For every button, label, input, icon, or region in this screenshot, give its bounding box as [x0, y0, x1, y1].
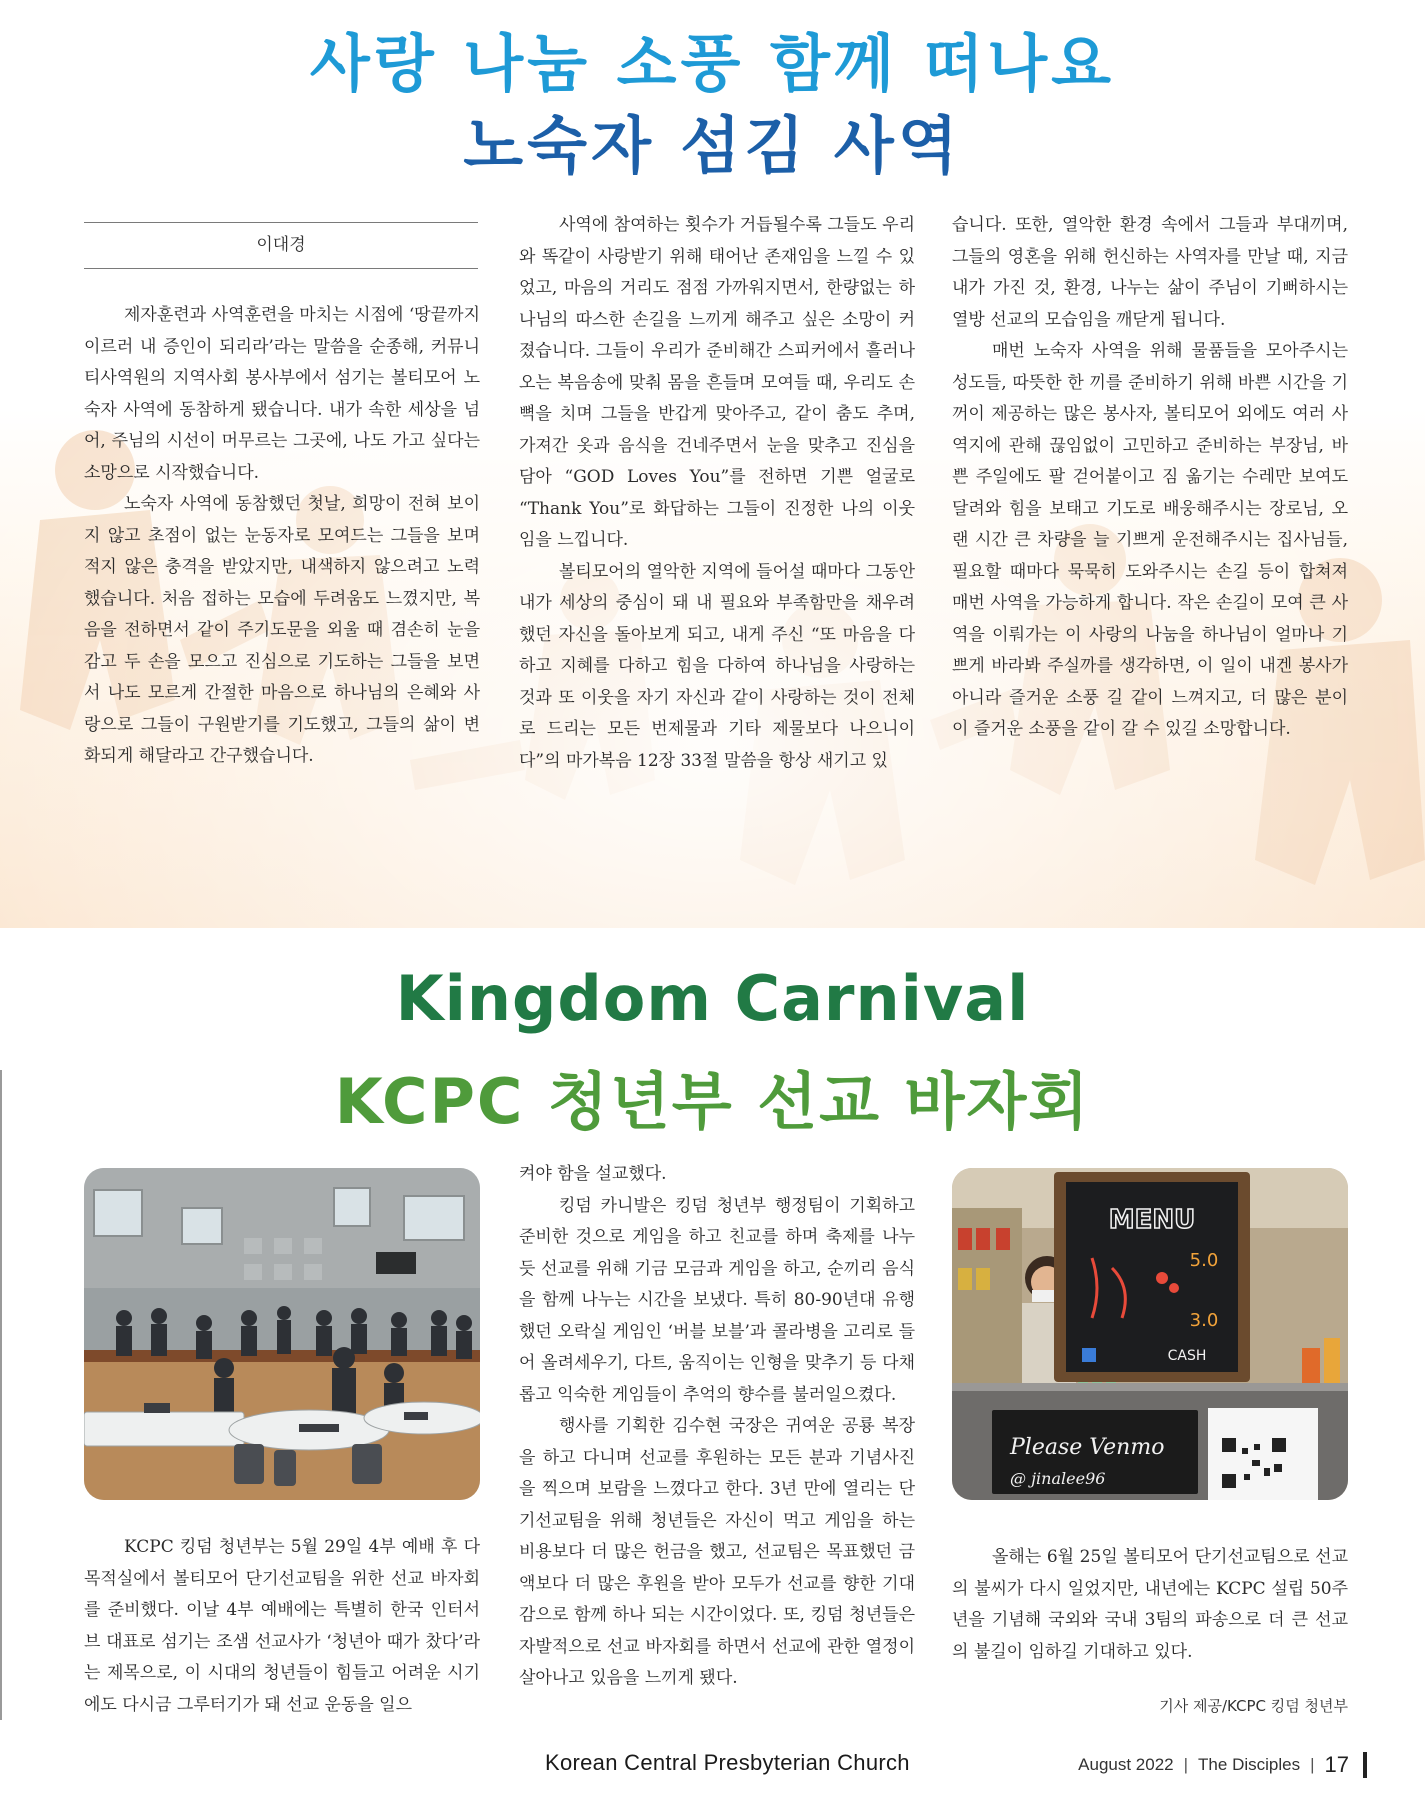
article2-credit: 기사 제공/KCPC 킹덤 청년부 — [1159, 1697, 1348, 1715]
article2-column-1 — [84, 1532, 480, 1721]
page-marker — [1363, 1752, 1367, 1778]
paragraph: 습니다. 또한, 열악한 환경 속에서 그들과 부대끼며, 그들의 영혼을 위해 헌신하는 사역자를 만날 때, 지금 내가 가진 것, 환경, 나누는 삶이 주님이 기뻐하시는 열방 선교의 모습임을 깨닫게 됩니다. — [952, 215, 1348, 330]
article2-title-line1: Kingdom Carnival — [395, 962, 1030, 1035]
paragraph: 볼티모어의 열악한 지역에 들어설 때마다 그동안 내가 세상의 중심이 돼 내 필요와 부족함만을 채우려 했던 자신을 돌아보게 되고, 내게 주신 “또 마음을 다하고 지혜를 다하고 힘을 다하여 하나님을 사랑하는 것과 또 이웃을 자기 자신과 같이 사랑하는 것이 전체로 드리는 모든 번제물과 기타 제물보다 나으니이다”의 마가복음 12장 33절 말씀을 항상 새기고 있 — [519, 561, 915, 771]
article2-title-line2: KCPC 청년부 선교 바자회 — [334, 1065, 1091, 1138]
paragraph: 행사를 기획한 김수현 국장은 귀여운 공룡 복장을 하고 다니며 선교를 후원하는 모든 분과 기념사진을 찍으며 보람을 느꼈다고 한다. 3년 만에 열리는 단기선교팀을 위해 청년들은 자신이 먹고 게임을 하는 비용보다 더 많은 헌금을 했고, 선교팀은 목표했던 금액보다 더 많은 후원을 받아 모두가 선교를 향한 기대감으로 함께 하나 되는 시간이었다. 또, 킹덤 청년들은 자발적으로 선교 바자회를 하면서 선교에 관한 열정이 살아나고 있음을 느끼게 됐다. — [519, 1416, 915, 1688]
footer-magazine: The Disciples — [1198, 1755, 1301, 1774]
article1-column-3 — [952, 210, 1348, 746]
article1-title-line1: 사랑 나눔 소풍 함께 떠나요 — [309, 27, 1116, 100]
page-number: 17 — [1324, 1752, 1349, 1777]
menu-price-2: 3.0 — [1189, 1310, 1219, 1331]
paragraph: 켜야 함을 설교했다. — [519, 1164, 667, 1184]
venmo-handle: @ jinalee96 — [1010, 1469, 1106, 1488]
photo-menu-board — [952, 1168, 1348, 1500]
paragraph: 올해는 6월 25일 볼티모어 단기선교팀으로 선교의 불씨가 다시 일었지만, 내년에는 KCPC 설립 50주년을 기념해 국외와 국내 3팀의 파송으로 더 큰 선교의 불길이 임하길 기대하고 있다. — [952, 1547, 1348, 1662]
article1-author: 이대경 — [84, 222, 478, 269]
paragraph: 킹덤 카니발은 킹덤 청년부 행정팀이 기획하고 준비한 것으로 게임을 하고 친교를 하며 축제를 나누듯 선교를 위해 기금 모금과 게임을 하고, 순끼리 음식을 함께 나누는 시간을 보냈다. 특히 80-90년대 유행했던 오락실 게임인 ‘버블 보블’과 콜라병을 고리로 들어 올려세우기, 다트, 움직이는 인형을 맞추기 등 다채롭고 익숙한 게임들이 추억의 향수를 불러일으켰다. — [519, 1195, 915, 1405]
menu-title: MENU — [1108, 1205, 1196, 1235]
photo-carnival-hall — [84, 1168, 480, 1500]
footer-church-name: Korean Central Presbyterian Church — [545, 1750, 910, 1775]
article1-column-2 — [519, 210, 915, 777]
paragraph: 노숙자 사역에 동참했던 첫날, 희망이 전혀 보이지 않고 초점이 없는 눈동자로 모여드는 그들을 보며 적지 않은 충격을 받았지만, 내색하지 않으려고 노력했습니다. 처음 접하는 모습에 두려움도 느꼈지만, 복음을 전하면서 같이 주기도문을 외울 때 겸손히 눈을 감고 두 손을 모으고 진심으로 기도하는 그들을 보면서 나도 모르게 간절한 마음으로 하나님의 은혜와 사랑으로 그들이 구원받기를 기도했고, 그들의 삶이 변화되게 해달라고 간구했습니다. — [84, 494, 480, 766]
paragraph: KCPC 킹덤 청년부는 5월 29일 4부 예배 후 다목적실에서 볼티모어 단기선교팀을 위한 선교 바자회를 준비했다. 이날 4부 예배에는 특별히 한국 인터서브 대표로 섬기는 조샘 선교사가 ‘청년아 때가 찼다’라는 제목으로, 이 시대의 청년들이 힘들고 어려운 시기에도 다시금 그루터기가 돼 선교 운동을 일으 — [84, 1537, 480, 1715]
paragraph: 사역에 참여하는 횟수가 거듭될수록 그들도 우리와 똑같이 사랑받기 위해 태어난 존재임을 느낄 수 있었고, 마음의 거리도 점점 가까워지면서, 한량없는 하나님의 따스한 손길을 느끼게 해주고 싶은 소망이 커졌습니다. 그들이 우리가 준비해간 스피커에서 흘러나오는 복음송에 맞춰 몸을 흔들며 모여들 때, 우리도 손뼉을 치며 그들을 반갑게 맞아주고, 같이 춤도 추며, 가져간 옷과 음식을 건네주면서 눈을 맞추고 진심을 담아 “GOD Loves You”를 전하면 기쁜 얼굴로 “Thank You”로 화답하는 그들이 진정한 나의 이웃임을 느낍니다. — [519, 215, 915, 550]
article1-title-line2: 노숙자 섬김 사역 — [463, 109, 962, 182]
article2-column-2 — [519, 1159, 915, 1695]
menu-cash: CASH — [1167, 1348, 1207, 1364]
footer-separator: | — [1310, 1755, 1315, 1774]
footer-separator: | — [1183, 1755, 1189, 1774]
page-edge-rule — [0, 1070, 2, 1720]
menu-price-1: 5.0 — [1189, 1250, 1219, 1271]
footer-issue-info — [1078, 1752, 1367, 1778]
paragraph: 제자훈련과 사역훈련을 마치는 시점에 ‘땅끝까지 이르러 내 증인이 되리라’라는 말씀을 순종해, 커뮤니티사역원의 지역사회 봉사부에서 섬기는 볼티모어 노숙자 사역에 동참하게 됐습니다. 내가 속한 세상을 넘어, 주님의 시선이 머무르는 그곳에, 나도 가고 싶다는 소망으로 시작했습니다. — [84, 305, 480, 483]
paragraph: 매번 노숙자 사역을 위해 물품들을 모아주시는 성도들, 따뜻한 한 끼를 준비하기 위해 바쁜 시간을 기꺼이 제공하는 많은 봉사자, 볼티모어 외에도 여러 사역지에 관해 끊임없이 고민하고 준비하는 부장님, 바쁜 주일에도 팔 걷어붙이고 짐 옮기는 수레만 보여도 달려와 힘을 보태고 기도로 배웅해주시는 장로님, 오랜 시간 큰 차량을 늘 기쁘게 운전해주시는 집사님들, 필요할 때마다 묵묵히 도와주시는 손길 등이 합쳐져 매번 사역을 가능하게 합니다. 작은 손길이 모여 큰 사역을 이뤄가는 이 사랑의 나눔을 하나님이 얼마나 기쁘게 바라봐 주실까를 생각하면, 이 일이 내겐 봉사가 아니라 즐거운 소풍 길 같이 느껴지고, 더 많은 분이 이 즐거운 소풍을 같이 갈 수 있길 소망합니다. — [952, 341, 1348, 739]
article1-column-1 — [84, 300, 480, 773]
venmo-sign-text: Please Venmo — [1010, 1435, 1165, 1460]
footer-issue: August 2022 — [1078, 1755, 1174, 1774]
article2-column-3 — [952, 1542, 1348, 1668]
